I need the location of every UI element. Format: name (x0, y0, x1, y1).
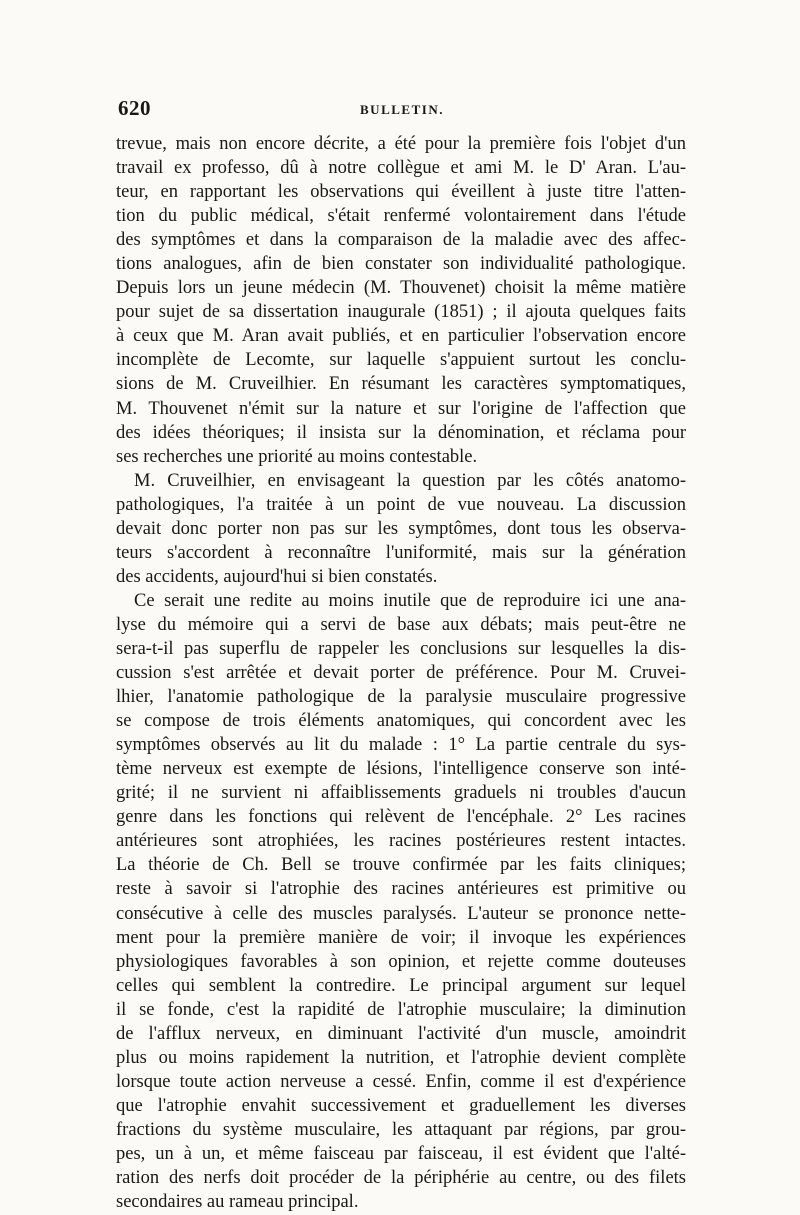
paragraph-3 (116, 589, 686, 1214)
text-line: grité; il ne survient ni affaiblissements graduels ni troubles d'aucun (116, 783, 686, 804)
text-line: à ceux que M. Aran avait publiés, et en particulier l'observation encore (116, 326, 686, 347)
page-header (118, 96, 686, 126)
paragraph-1 (116, 132, 686, 469)
text-line: reste à savoir si l'atrophie des racines antérieures est primitive ou (116, 879, 686, 900)
text-line: incomplète de Lecomte, sur laquelle s'appuient surtout les conclu- (116, 350, 686, 371)
text-line: M. Thouvenet n'émit sur la nature et sur l'origine de l'affection que (116, 398, 686, 419)
text-line: La théorie de Ch. Bell se trouve confirmée par les faits cliniques; (116, 855, 686, 876)
text-line: cussion s'est arrêtée et devait porter de préférence. Pour M. Cruvei- (116, 663, 686, 684)
text-line: tion du public médical, s'était renfermé volontairement dans l'étude (116, 206, 686, 227)
text-line: travail ex professo, dû à notre collègue et ami M. le D' Aran. L'au- (116, 158, 686, 179)
text-line: secondaires au rameau principal. (116, 1192, 359, 1213)
text-line: des symptômes et dans la comparaison de la maladie avec des affec- (116, 230, 686, 251)
text-line: des accidents, aujourd'hui si bien constatés. (116, 566, 438, 587)
text-line: pour sujet de sa dissertation inaugurale (1851) ; il ajouta quelques faits (116, 302, 686, 323)
text-line: teurs s'accordent à reconnaître l'uniformité, mais sur la génération (116, 542, 686, 563)
paragraph-2 (116, 469, 686, 589)
text-line: se compose de trois éléments anatomiques, qui concordent avec les (116, 711, 686, 732)
text-line: celles qui semblent la contredire. Le principal argument sur lequel (116, 975, 686, 996)
text-line: lorsque toute action nerveuse a cessé. Enfin, comme il est d'expérience (116, 1071, 686, 1092)
text-line: Depuis lors un jeune médecin (M. Thouvenet) choisit la même matière (116, 278, 686, 299)
text-line: ration des nerfs doit procéder de la périphérie au centre, ou des filets (116, 1168, 686, 1189)
text-line: ses recherches une priorité au moins contestable. (116, 446, 478, 467)
text-line: physiologiques favorables à son opinion, et rejette comme douteuses (116, 951, 686, 972)
text-line: trevue, mais non encore décrite, a été pour la première fois l'objet d'un (116, 134, 686, 154)
text-line: genre dans les fonctions qui relèvent de l'encéphale. 2° Les racines (116, 807, 686, 828)
text-line: pathologiques, l'a traitée à un point de vue nouveau. La discussion (116, 494, 686, 515)
body-text (116, 132, 686, 1214)
text-line: fractions du système musculaire, les attaquant par régions, par grou- (116, 1119, 686, 1140)
text-line: de l'afflux nerveux, en diminuant l'activité d'un muscle, amoindrit (116, 1023, 686, 1044)
text-line: devait donc porter non pas sur les symptômes, dont tous les observa- (116, 518, 686, 539)
running-head: BULLETIN. (360, 102, 444, 117)
text-line: M. Cruveilhier, en envisageant la question par les côtés anatomo- (134, 470, 686, 491)
text-line: sions de M. Cruveilhier. En résumant les caractères symptomatiques, (116, 374, 686, 395)
text-line: consécutive à celle des muscles paralysés. L'auteur se prononce nette- (116, 903, 686, 924)
text-line: tions analogues, afin de bien constater son individualité pathologique. (116, 254, 686, 275)
text-line: symptômes observés au lit du malade : 1° La partie centrale du sys- (116, 735, 686, 756)
text-line: lyse du mémoire qui a servi de base aux débats; mais peut-être ne (116, 614, 686, 635)
text-line: des idées théoriques; il insista sur la dénomination, et réclama pour (116, 422, 686, 443)
text-line: ment pour la première manière de voir; il invoque les expériences (116, 927, 686, 948)
text-line: lhier, l'anatomie pathologique de la paralysie musculaire progressive (116, 687, 686, 708)
text-line: teur, en rapportant les observations qui éveillent à juste titre l'atten- (116, 182, 686, 203)
text-line: antérieures sont atrophiées, les racines postérieures restent intactes. (116, 831, 686, 852)
text-line: pes, un à un, et même faisceau par faisceau, il est évident que l'alté- (116, 1143, 686, 1164)
text-line: sera-t-il pas superflu de rappeler les conclusions sur lesquelles la dis- (116, 638, 686, 659)
text-line: tème nerveux est exempte de lésions, l'intelligence conserve son inté- (116, 759, 686, 780)
text-line: il se fonde, c'est la rapidité de l'atrophie musculaire; la diminution (116, 999, 686, 1020)
text-line: plus ou moins rapidement la nutrition, et l'atrophie devient complète (116, 1047, 686, 1068)
page-number: 620 (118, 96, 151, 120)
text-line: Ce serait une redite au moins inutile que de reproduire ici une ana- (134, 590, 686, 611)
text-line: que l'atrophie envahit successivement et graduellement les diverses (116, 1095, 686, 1116)
